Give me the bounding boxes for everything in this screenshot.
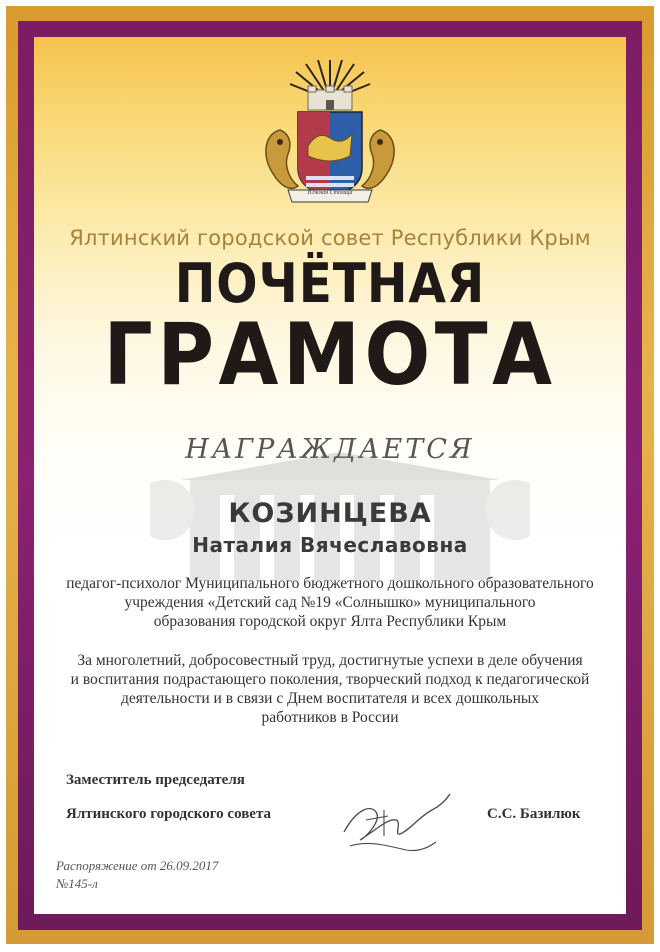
handwritten-signature-icon: [336, 790, 456, 860]
signatory-name: С.С. Базилюк: [487, 806, 581, 822]
coat-of-arms-icon: [250, 60, 410, 210]
order-number: №145-л: [56, 876, 98, 891]
award-reason: [55, 651, 605, 727]
recipient-surname: КОЗИНЦЕВА: [228, 498, 432, 529]
position-line: образования городской округ Ялта Республики Крым: [153, 613, 507, 630]
council-name: Ялтинский городской совет Республики Крым: [69, 226, 591, 250]
signatory-title-line-2: Ялтинского городского совета: [66, 806, 272, 822]
title-line-2: ГРАМОТА: [103, 305, 557, 405]
reason-line: деятельности и в связи с Днем воспитателя и всех дошкольных: [120, 690, 540, 707]
signatory-title-line-1: Заместитель председателя: [66, 772, 245, 788]
position-line: педагог-психолог Муниципального бюджетного дошкольного образовательного: [66, 575, 594, 592]
emblem-ribbon-text: Южная Столица: [307, 190, 353, 196]
reason-line: и воспитания подрастающего поколения, творческий подход к педагогической: [70, 671, 590, 688]
title-line-1: ПОЧЁТНАЯ: [174, 252, 486, 315]
reason-line: За многолетний, добросовестный труд, достигнутые успехи в деле обучения: [77, 652, 583, 669]
order-date: Распоряжение от 26.09.2017: [56, 858, 219, 873]
awarded-heading: НАГРАЖДАЕТСЯ: [185, 434, 475, 465]
recipient-given-names: Наталия Вячеславовна: [192, 533, 468, 557]
recipient-position: [60, 574, 600, 631]
reason-line: работников в России: [261, 709, 399, 726]
position-line: учреждения «Детский сад №19 «Солнышко» муниципального: [124, 594, 536, 611]
